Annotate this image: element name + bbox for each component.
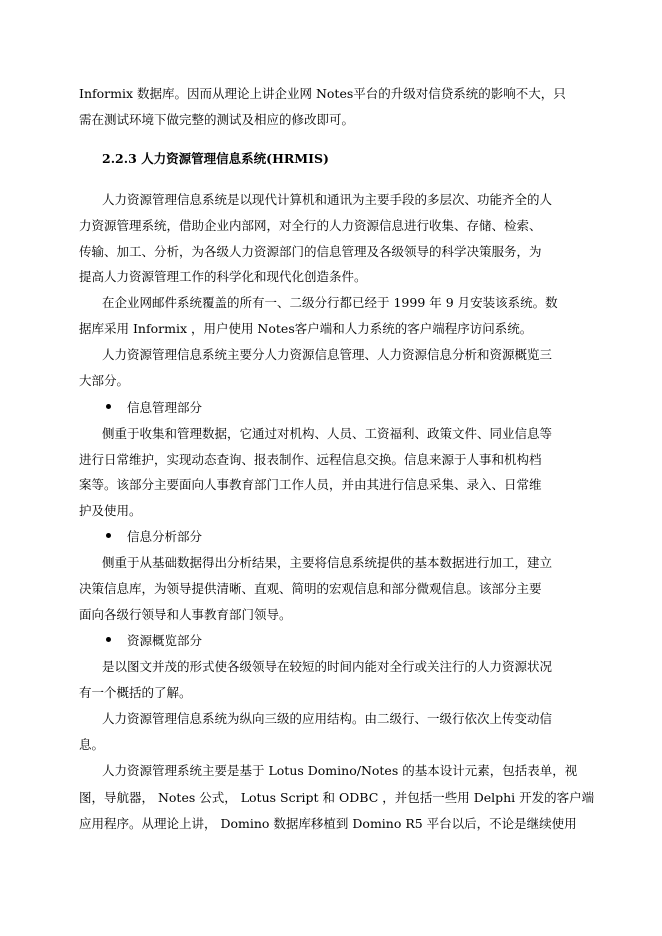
paragraph-line: 力资源管理系统，借助企业内部网，对全行的人力资源信息进行收集、存储、检索、	[79, 218, 542, 233]
paragraph-line: 是以图文并茂的形式使各级领导在较短的时间内能对全行或关注行的人力资源状况	[102, 659, 553, 674]
paragraph-line: 人力资源管理信息系统是以现代计算机和通讯为主要手段的多层次、功能齐全的人	[102, 192, 553, 207]
paragraph-line: 面向各级行领导和人事教育部门领导。	[79, 607, 292, 622]
bullet-label: 信息管理部分	[127, 400, 203, 415]
paragraph-line: 人力资源管理信息系统为纵向三级的应用结构。由二级行、一级行依次上传变动信	[102, 711, 553, 726]
paragraph-line: 应用程序。从理论上讲， Domino 数据库移植到 Domino R5 平台以后，不论是继续使用	[79, 816, 577, 831]
paragraph-line: 传输、加工、分析，为各级人力资源部门的信息管理及各级领导的科学决策服务，为	[79, 244, 542, 259]
bullet-label: 资源概览部分	[127, 633, 203, 648]
section-heading: 2.2.3 人力资源管理信息系统(HRMIS)	[102, 151, 329, 166]
paragraph-line: 在企业网邮件系统覆盖的所有一、二级分行都已经于 1999 年 9 月安装该系统。数	[102, 295, 558, 310]
bullet-dot-icon	[106, 533, 111, 538]
bullet-dot-icon	[106, 637, 111, 642]
bullet-dot-icon	[106, 404, 111, 409]
paragraph-line: 侧重于收集和管理数据，它通过对机构、人员、工资福利、政策文件、同业信息等	[102, 426, 553, 441]
paragraph-line: 息。	[79, 737, 105, 752]
paragraph-line: Informix 数据库。因而从理论上讲企业网 Notes平台的升级对信贷系统的影响不大，只	[79, 86, 566, 101]
paragraph-line: 进行日常维护，实现动态查询、报表制作、远程信息交换。信息来源于人事和机构档	[79, 452, 542, 467]
paragraph-line: 人力资源管理信息系统主要分人力资源信息管理、人力资源信息分析和资源概览三	[102, 347, 553, 362]
paragraph-line: 提高人力资源管理工作的科学化和现代化创造条件。	[79, 269, 367, 284]
bullet-item	[106, 400, 202, 416]
paragraph-line: 有一个概括的了解。	[79, 685, 192, 700]
paragraph-line: 护及使用。	[79, 503, 142, 518]
paragraph-line: 需在测试环境下做完整的测试及相应的修改即可。	[79, 112, 355, 127]
bullet-item	[106, 633, 202, 649]
paragraph-line: 侧重于从基础数据得出分析结果，主要将信息系统提供的基本数据进行加工，建立	[102, 555, 553, 570]
paragraph-line: 图，导航器， Notes 公式， Lotus Script 和 ODBC ，并包括一些用 Delphi 开发的客户端	[79, 790, 595, 805]
paragraph-line: 据库采用 Informix ，用户使用 Notes客户端和人力系统的客户端程序访问系统。	[79, 321, 533, 336]
paragraph-line: 决策信息库，为领导提供清晰、直观、简明的宏观信息和部分微观信息。该部分主要	[79, 581, 542, 596]
paragraph-line: 人力资源管理系统主要是基于 Lotus Domino/Notes 的基本设计元素，包括表单，视	[102, 763, 578, 778]
bullet-label: 信息分析部分	[127, 529, 203, 544]
paragraph-line: 大部分。	[79, 373, 130, 388]
paragraph-line: 案等。该部分主要面向人事教育部门工作人员，并由其进行信息采集、录入、日常维	[79, 477, 542, 492]
bullet-item	[106, 529, 202, 545]
